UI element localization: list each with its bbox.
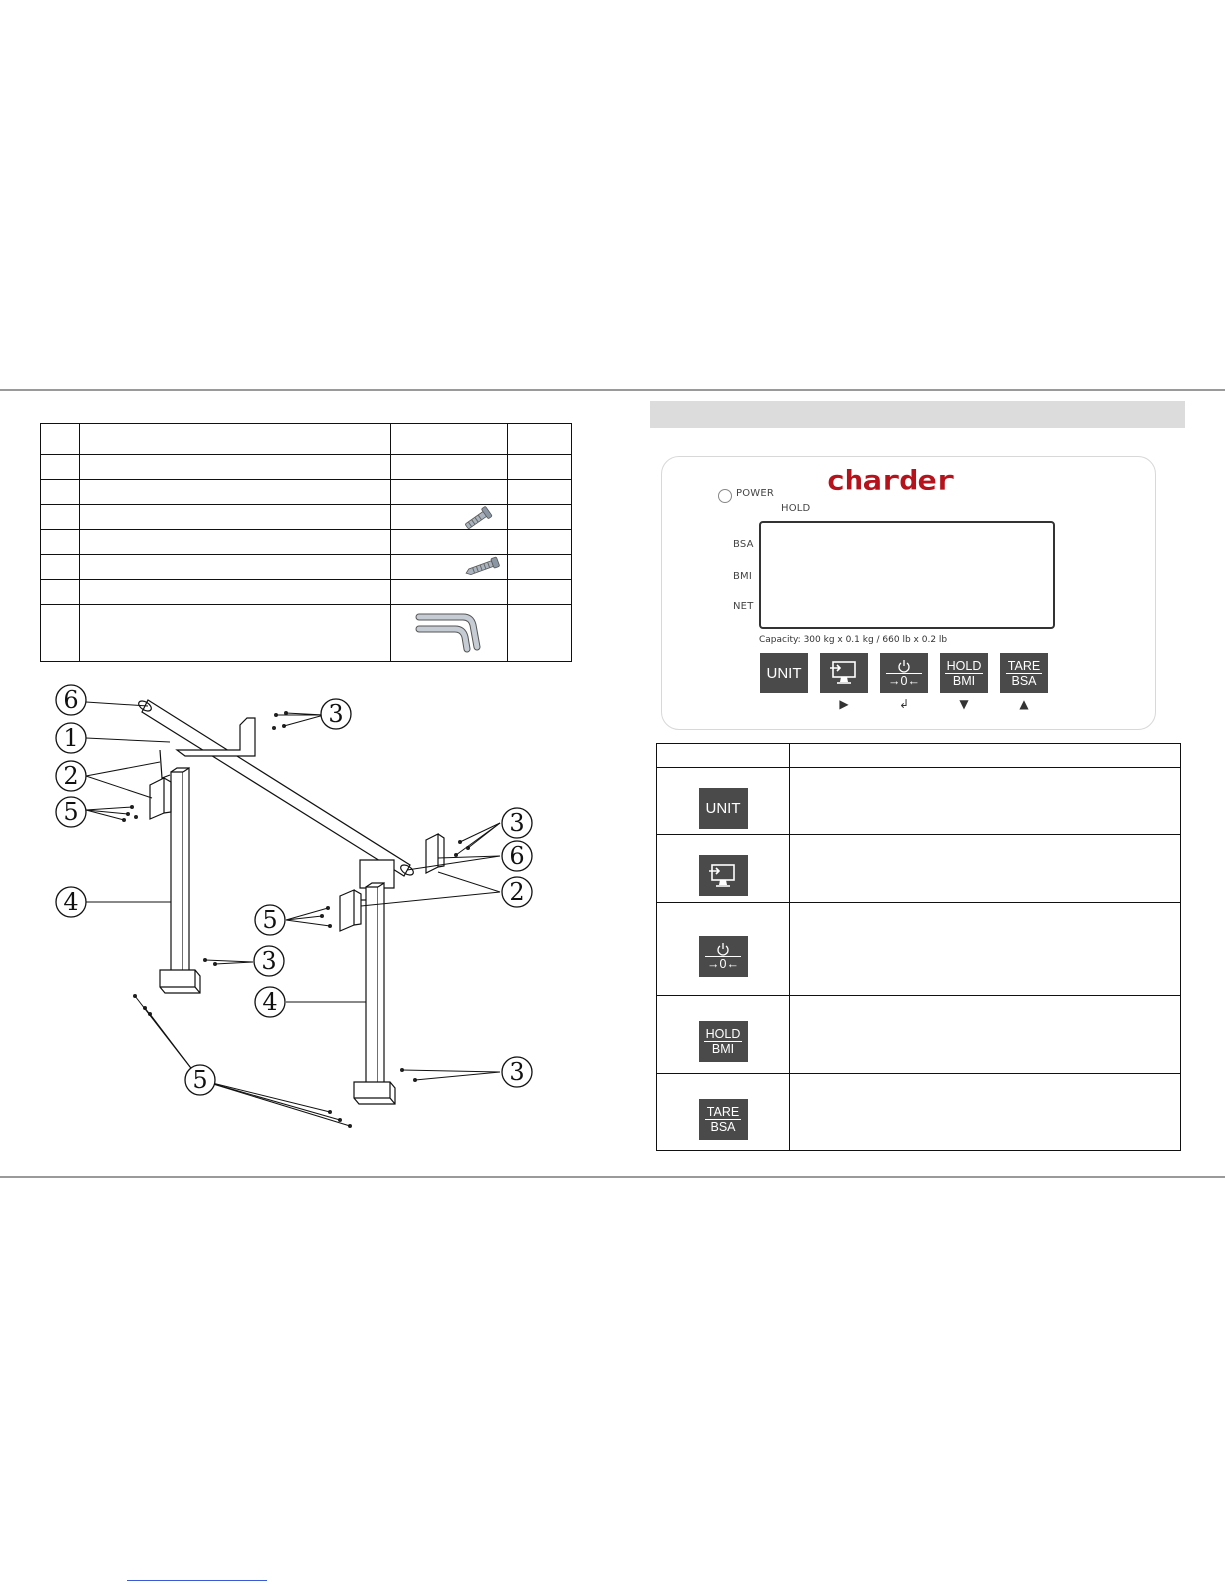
callout-5-mid (255, 905, 285, 935)
table-row (657, 903, 1181, 996)
table-row (657, 744, 1181, 768)
key-function-table (656, 743, 1181, 1151)
top-rule (0, 389, 1225, 391)
svg-text:1: 1 (63, 724, 79, 752)
net-label: NET (733, 601, 754, 612)
table-row (657, 835, 1181, 903)
callout-5-bottom (185, 1065, 215, 1095)
svg-text:4: 4 (63, 888, 79, 916)
right-arrow-icon: ▶ (839, 697, 849, 711)
callout-2-right (502, 877, 532, 907)
callout-3-top (321, 699, 351, 729)
enter-arrow-icon: ↲ (898, 697, 910, 711)
capacity-label: Capacity: 300 kg x 0.1 kg / 660 lb x 0.2 lb (759, 635, 948, 645)
allen-key-icon (413, 609, 483, 655)
svg-text:2: 2 (509, 878, 525, 906)
hold-key-text: HOLD (705, 1027, 741, 1041)
lcd-display (759, 521, 1055, 629)
table-row (41, 455, 572, 480)
tare-key-label: TARE (1007, 658, 1041, 673)
bottom-rule (0, 1176, 1225, 1178)
table-row (657, 1074, 1181, 1151)
svg-text:5: 5 (192, 1066, 208, 1094)
display-button[interactable] (820, 653, 868, 693)
unit-key-label: UNIT (705, 799, 741, 817)
bsa-key-label: BSA (1011, 673, 1037, 688)
bolt-icon (461, 555, 505, 579)
screw-icon (459, 506, 499, 530)
callout-6-left (56, 685, 86, 715)
svg-text:3: 3 (328, 700, 344, 728)
svg-text:6: 6 (63, 686, 79, 714)
callout-1 (56, 723, 86, 753)
bsa-key-text: BSA (710, 1119, 736, 1134)
power-zero-key-icon (699, 936, 748, 977)
down-arrow-icon: ▼ (959, 697, 969, 711)
callout-4-left (56, 887, 86, 917)
zero-key-label: →0← (707, 956, 739, 971)
power-led-icon (718, 489, 732, 503)
tare-bsa-button[interactable] (1000, 653, 1048, 693)
hold-bmi-key-icon (699, 1021, 748, 1062)
tare-bsa-key-icon (699, 1099, 748, 1140)
display-icon (829, 659, 859, 687)
bmi-label: BMI (733, 571, 753, 582)
table-row (41, 555, 572, 580)
bsa-label: BSA (733, 539, 754, 550)
section-title-bar (650, 401, 1185, 428)
table-row (657, 768, 1181, 835)
unit-button[interactable] (760, 653, 808, 693)
callout-4-right (255, 987, 285, 1017)
display-key-icon (699, 855, 748, 896)
bmi-key-text: BMI (711, 1042, 735, 1056)
svg-text:3: 3 (509, 1058, 525, 1086)
hold-bmi-button[interactable] (940, 653, 988, 693)
svg-text:3: 3 (509, 809, 525, 837)
assembly-diagram (40, 680, 560, 1150)
unit-key-icon (699, 788, 748, 829)
callout-2-left (56, 761, 86, 791)
power-zero-button[interactable] (880, 653, 928, 693)
table-row (41, 505, 572, 530)
callout-6-right (502, 841, 532, 871)
svg-text:5: 5 (262, 906, 278, 934)
svg-text:6: 6 (509, 842, 525, 870)
callout-3-bottom (502, 1057, 532, 1087)
table-row (41, 605, 572, 662)
callout-3-mid (254, 946, 284, 976)
svg-text:5: 5 (63, 798, 79, 826)
hold-key-label: HOLD (946, 658, 982, 673)
tare-key-text: TARE (706, 1104, 740, 1119)
svg-text:3: 3 (261, 947, 277, 975)
power-icon (896, 659, 912, 673)
table-row (41, 480, 572, 505)
table-row (41, 530, 572, 555)
svg-text:4: 4 (262, 988, 278, 1016)
svg-text:2: 2 (63, 762, 79, 790)
bmi-key-label: BMI (952, 673, 976, 688)
callout-3-right-top (502, 808, 532, 838)
footer-link-underline[interactable] (127, 1580, 267, 1581)
table-row (41, 424, 572, 455)
zero-label: →0← (888, 673, 920, 688)
parts-table (40, 423, 572, 662)
up-arrow-icon: ▲ (1019, 697, 1029, 711)
hold-label: HOLD (781, 503, 811, 514)
brand-logo: charder (826, 465, 954, 497)
indicator-panel (661, 456, 1156, 730)
table-row (41, 580, 572, 605)
table-row (657, 996, 1181, 1074)
unit-button-label: UNIT (766, 664, 802, 682)
callout-5-left (56, 797, 86, 827)
power-label: POWER (736, 488, 775, 499)
